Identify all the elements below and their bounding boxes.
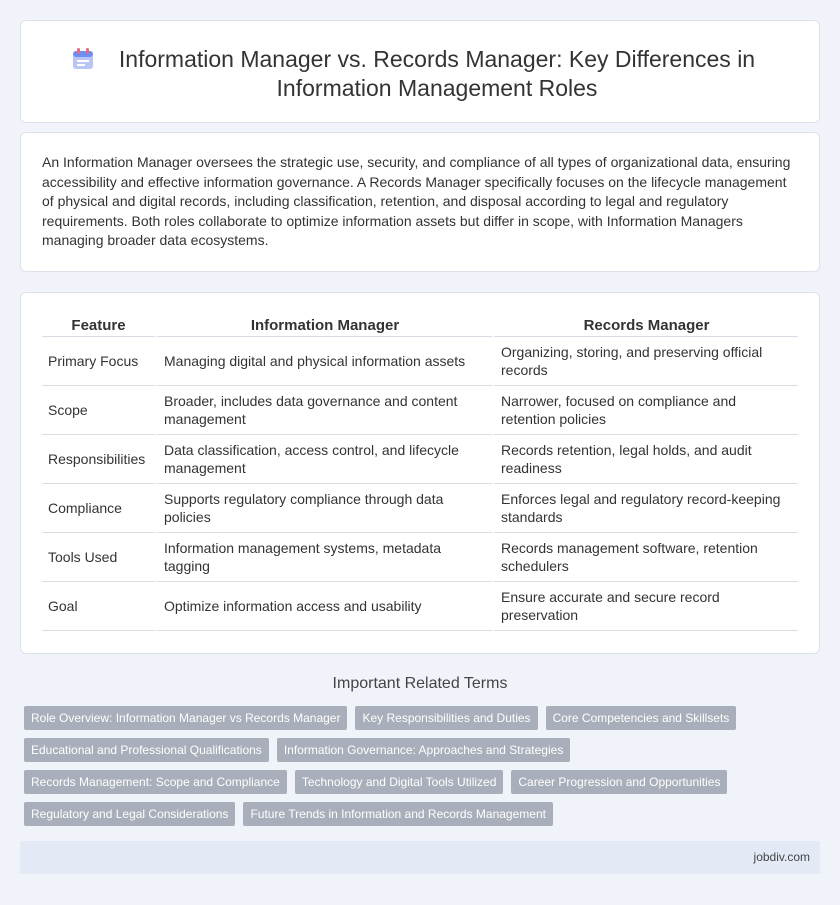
table-header-records-manager: Records Manager <box>492 315 798 337</box>
table-row <box>42 337 798 386</box>
table-cell: Tools Used <box>42 533 155 582</box>
table-row <box>42 386 798 435</box>
comparison-table-card <box>20 292 820 654</box>
table-cell: Broader, includes data governance and content management <box>155 386 492 435</box>
footer-site-link[interactable]: jobdiv.com <box>753 850 810 864</box>
related-term-tag[interactable]: Career Progression and Opportunities <box>511 770 727 794</box>
intro-card <box>20 132 820 272</box>
table-cell: Supports regulatory compliance through data policies <box>155 484 492 533</box>
related-term-tag[interactable]: Technology and Digital Tools Utilized <box>295 770 504 794</box>
table-row <box>42 582 798 631</box>
table-cell: Organizing, storing, and preserving official records <box>492 337 798 386</box>
related-term-tag[interactable]: Regulatory and Legal Considerations <box>24 802 235 826</box>
table-cell: Records management software, retention schedulers <box>492 533 798 582</box>
table-cell: Information management systems, metadata tagging <box>155 533 492 582</box>
related-terms-title: Important Related Terms <box>332 675 508 692</box>
page-title: Information Manager vs. Records Manager: Key Differences in Information Management Roles <box>118 46 756 101</box>
related-term-tag[interactable]: Records Management: Scope and Compliance <box>24 770 287 794</box>
tag-row <box>24 802 824 826</box>
header-card <box>20 20 820 123</box>
table-cell: Goal <box>42 582 155 631</box>
table-cell: Narrower, focused on compliance and retention policies <box>492 386 798 435</box>
table-cell: Compliance <box>42 484 155 533</box>
table-cell: Ensure accurate and secure record preservation <box>492 582 798 631</box>
table-row <box>42 484 798 533</box>
tag-row <box>24 770 824 794</box>
table-cell: Primary Focus <box>42 337 155 386</box>
related-term-tag[interactable]: Role Overview: Information Manager vs Records Manager <box>24 706 347 730</box>
table-cell: Records retention, legal holds, and audit readiness <box>492 435 798 484</box>
table-cell: Optimize information access and usability <box>155 582 492 631</box>
table-cell: Managing digital and physical information assets <box>155 337 492 386</box>
table-cell: Responsibilities <box>42 435 155 484</box>
table-header-feature: Feature <box>42 315 155 337</box>
table-cell: Enforces legal and regulatory record-keeping standards <box>492 484 798 533</box>
tag-row <box>24 738 824 762</box>
related-term-tag[interactable]: Information Governance: Approaches and Strategies <box>277 738 571 762</box>
related-term-tag[interactable]: Key Responsibilities and Duties <box>355 706 537 730</box>
table-row <box>42 533 798 582</box>
related-term-tag[interactable]: Future Trends in Information and Records Management <box>243 802 553 826</box>
tag-row <box>24 706 824 730</box>
table-header-information-manager: Information Manager <box>155 315 492 337</box>
related-term-tag[interactable]: Core Competencies and Skillsets <box>546 706 737 730</box>
related-term-tag[interactable]: Educational and Professional Qualifications <box>24 738 269 762</box>
table-cell: Data classification, access control, and lifecycle management <box>155 435 492 484</box>
table-row <box>42 435 798 484</box>
table-cell: Scope <box>42 386 155 435</box>
related-terms-list <box>24 706 824 834</box>
comparison-table <box>42 315 798 631</box>
footer <box>20 841 820 874</box>
table-header-row <box>42 315 798 337</box>
intro-paragraph: An Information Manager oversees the strategic use, security, and compliance of all types of organizational data, ensuring accessibility and effective information governance. A Records Manager specifically focuses on the lifecycle management of physical and digital records, including classification, retention, and disposal according to legal and regulatory requirements. Both roles collaborate to optimize information assets but differ in scope, with Information Managers managing broader data ecosystems. <box>42 154 791 248</box>
